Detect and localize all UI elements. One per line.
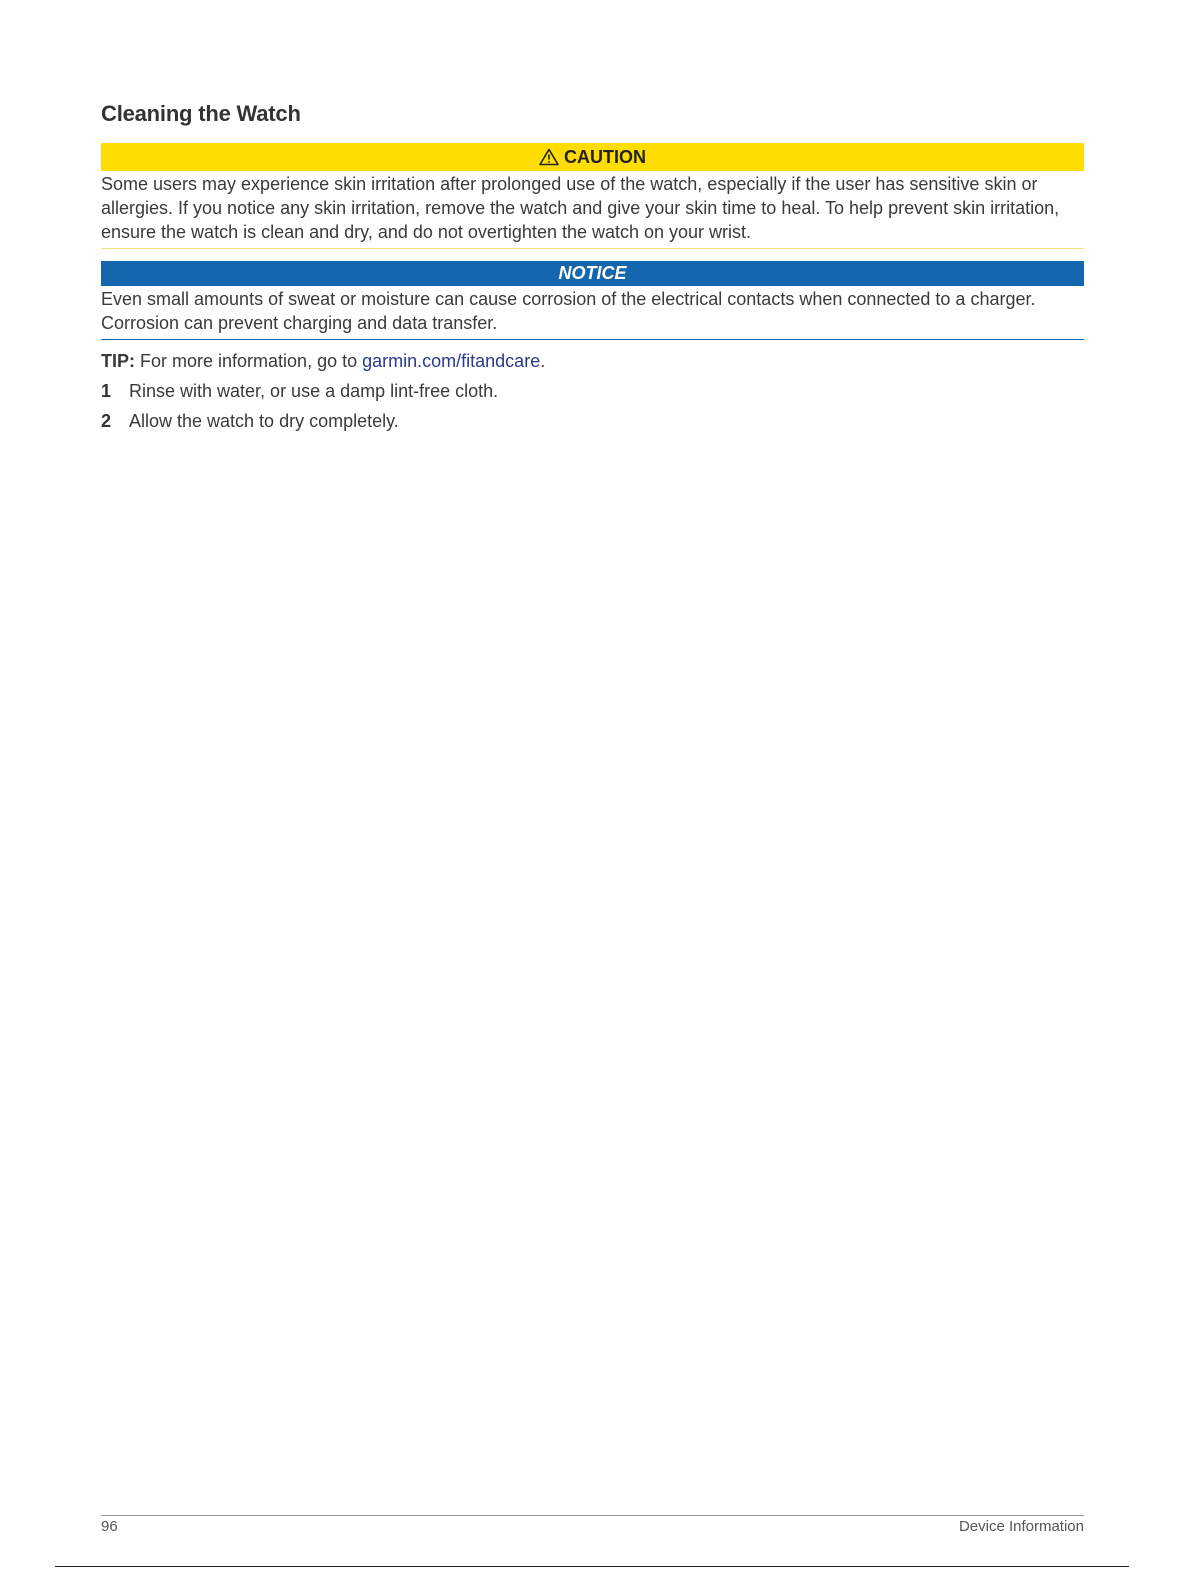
list-item bbox=[101, 409, 498, 433]
list-item bbox=[101, 379, 498, 403]
caution-text: Some users may experience skin irritation after prolonged use of the watch, especially if the user has sensitive skin or allergies. If you notice any skin irritation, remove the watch and give your skin time to heal. To help prevent skin irritation, ensure the watch is clean and dry, and do not overtighten the watch on your wrist. bbox=[101, 172, 1084, 249]
tip-suffix: . bbox=[540, 351, 546, 371]
section-title: Cleaning the Watch bbox=[101, 101, 301, 126]
step-number: 2 bbox=[101, 411, 112, 431]
footer-divider bbox=[101, 1515, 1084, 1516]
document-page bbox=[101, 0, 1084, 1582]
caution-label: CAUTION bbox=[564, 146, 646, 167]
footer-section-name: Device Information bbox=[958, 1518, 1084, 1535]
bottom-divider bbox=[55, 1566, 1129, 1567]
page-number: 96 bbox=[101, 1518, 118, 1535]
step-number: 1 bbox=[101, 381, 112, 401]
step-text: Rinse with water, or use a damp lint-free cloth. bbox=[129, 381, 499, 401]
tip-paragraph bbox=[101, 349, 545, 373]
notice-label: NOTICE bbox=[558, 263, 627, 283]
step-text: Allow the watch to dry completely. bbox=[129, 411, 399, 431]
notice-text: Even small amounts of sweat or moisture can cause corrosion of the electrical contacts when connected to a charger. Corrosion can prevent charging and data transfer. bbox=[101, 287, 1084, 340]
notice-banner bbox=[101, 261, 1084, 286]
warning-triangle-icon bbox=[539, 148, 559, 166]
tip-text: For more information, go to bbox=[140, 351, 358, 371]
fitandcare-link[interactable]: garmin.com/fitandcare bbox=[362, 351, 541, 371]
caution-banner bbox=[101, 143, 1084, 171]
tip-label: TIP: bbox=[101, 351, 135, 371]
steps-list bbox=[101, 379, 498, 439]
